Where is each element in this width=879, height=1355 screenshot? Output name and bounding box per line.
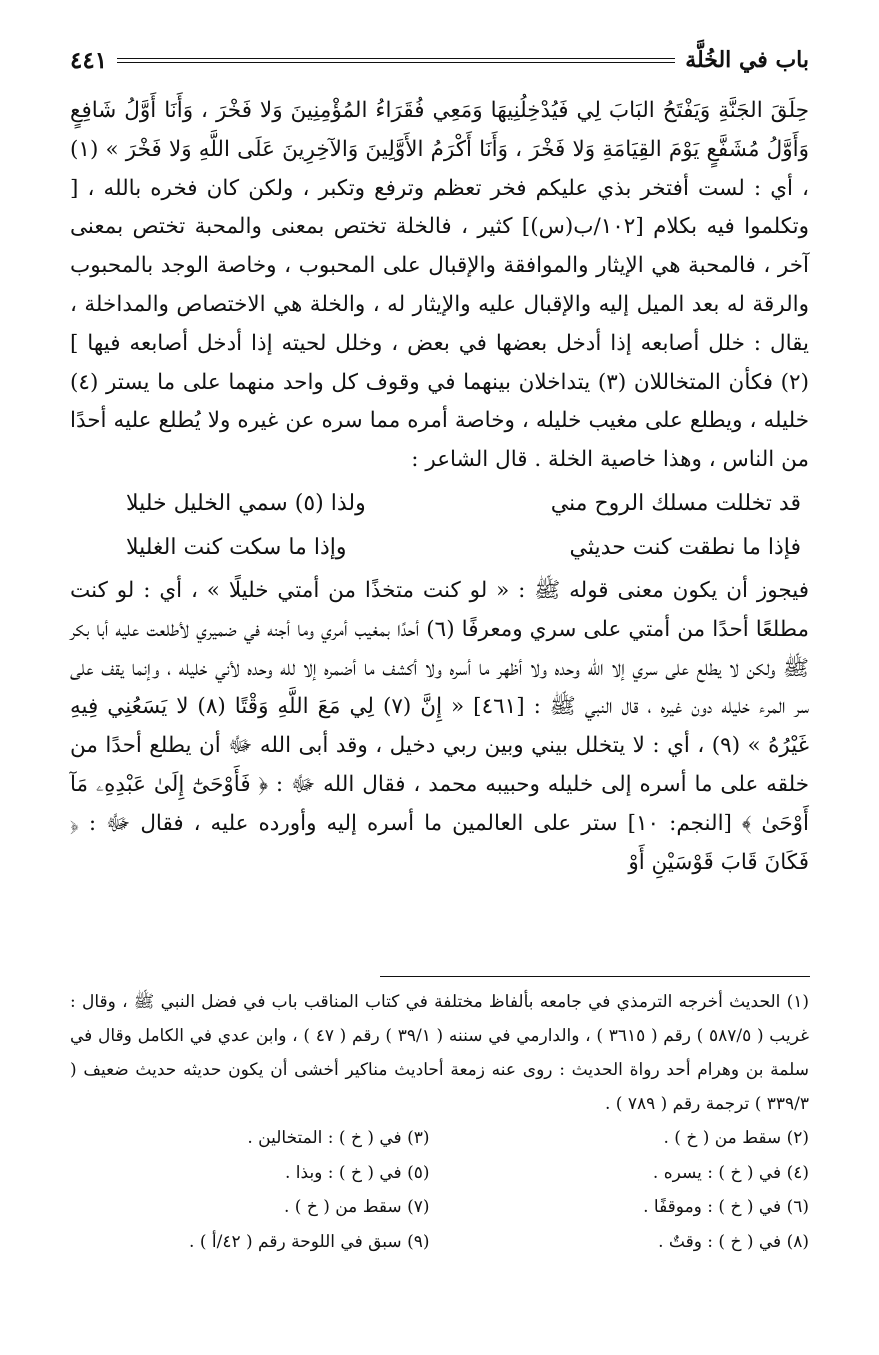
main-text [70, 92, 809, 882]
footnote-grid [70, 1121, 809, 1259]
footnotes [70, 985, 809, 1259]
header-rule [117, 58, 675, 63]
paragraph-2: فيجوز أن يكون معنى قوله ﷺ : « لو كنت متخذًا من أمتي خليلًا » ، أي : لو كنت مطلعًا أحدًا من أمتي على سري ومعرفًا (٦) أحدًا بمغيب أمري وما أجنه في ضميري لأطلعت عليه أبا بكر ﷺ ولكن لا يطلع على سري إلا الله وحده ولا أظهر ما أسره ولا أكشف ما أضمره إلا لله وحده لأني خليله ، وإنما يقف على سر المرء خليله دون غيره ، قال النبي ﷺ : [٤٦١] « إِنَّ (٧) لِي مَعَ اللَّهِ وَقْتًا (٨) لا يَسَعُنِي فِيهِ غَيْرُهُ » (٩) ، أي : لا يتخلل بيني وبين ربي دخيل ، وقد أبى الله ﷻ أن يطلع أحدًا من خلقه على ما أسره إلى خليله وحبيبه محمد ، فقال الله ﷻ : ﴿ فَأَوْحَىٰٓ إِلَىٰ عَبْدِهِۦ مَآ أَوْحَىٰ ﴾ [النجم: ١٠] ستر على العالمين ما أسره إليه وأورده عليه ، فقال ﷻ : ﴿ فَكَانَ قَابَ قَوْسَيْنِ أَوْ [70, 577, 810, 875]
paragraph-1: حِلَقَ الجَنَّةِ وَيَفْتَحُ البَابَ لِي فَيُدْخِلُنِيهَا وَمَعِي فُقَرَاءُ المُؤْمِنِينَ وَلا فَخْرَ ، وَأَنَا أَوَّلُ شَافِعٍ وَأَوَّلُ مُشَفَّعٍ يَوْمَ القِيَامَةِ وَلا فَخْرَ ، وَأَنَا أَكْرَمُ الأَوَّلِينَ وَالآخِرِينَ عَلَى اللَّهِ وَلا فَخْرَ » (١) ، أي : لست أفتخر بذي عليكم فخر تعظم وترفع وتكبر ، ولكن كان فخره بالله ، [ وتكلموا فيه بكلام [١٠٢/ب(س)] كثير ، فالخلة تختص بمعنى والمحبة تختص بمعنى آخر ، فالمحبة هي الإيثار والموافقة والإقبال على المحبوب ، وخاصة الوجد بالمحبوب والرقة له بعد الميل إليه والإقبال عليه والإيثار له ، والخلة هي الاختصاص والمداخلة ، يقال : خلل أصابعه إذا أدخل بعضها في بعض ، وخلل لحيته إذا أدخل أصابعه فيها ] (٢) فكأن المتخاللان (٣) يتداخلان بينهما في وقوف كل واحد منهما على ما يستر (٤) خليله ، ويطلع على مغيب خليله ، وخاصة أمره مما سره عن غيره ولا يُطلع عليه أحدًا من الناس ، وهذا خاصية الخلة . قال الشاعر : [70, 98, 809, 473]
verse-2-first-hemistich: فإذا ما نطقت كنت حديثي [569, 534, 801, 560]
poem [70, 482, 809, 570]
verse-1-second-hemistich: ولذا (٥) سمي الخليل خليلا [126, 490, 366, 516]
footnote-1: (١) الحديث أخرجه الترمذي في جامعه بألفاظ مختلفة في كتاب المناقب باب في فضل النبي ﷺ ، وقال : غريب ( ٥٨٧/٥ ) رقم ( ٣٦١٥ ) ، والدارمي في سننه ( ٣٩/١ ) رقم ( ٤٧ ) ، وابن عدي في الكامل وقال في سلمة بن وهرام أحد رواة الحديث : روى عنه زمعة أحاديث مناكير أخشى أن يكون حديثه حديث ضعيف ( ٣٣٩/٣ ) ترجمة رقم ( ٧٨٩ ) . [70, 992, 809, 1114]
running-header [70, 38, 809, 82]
verse-2 [70, 526, 809, 570]
footnote-8: (٨) في ( خ ) : وقتٌ . [658, 1231, 809, 1252]
footnote-separator [380, 976, 810, 977]
footnote-3: (٣) في ( خ ) : المتخالين . [247, 1128, 430, 1148]
page-number: ٤٤١ [70, 46, 108, 74]
verse-1 [70, 482, 809, 526]
footnote-9: (٩) سبق في اللوحة رقم ( ٤٢/أ ) . [189, 1231, 430, 1252]
footnote-6: (٦) في ( خ ) : وموقفًا . [643, 1197, 809, 1217]
footnote-2: (٢) سقط من ( خ ) . [663, 1128, 809, 1148]
footnote-4: (٤) في ( خ ) : يسره . [652, 1162, 809, 1183]
footnote-7: (٧) سقط من ( خ ) . [283, 1197, 430, 1217]
footnote-5: (٥) في ( خ ) : وبذا . [285, 1162, 430, 1183]
verse-2-second-hemistich: وإذا ما سكت كنت الغليلا [126, 534, 347, 560]
verse-1-first-hemistich: قد تخللت مسلك الروح مني [550, 490, 801, 516]
chapter-title: باب في الخُلَّة [685, 47, 809, 73]
